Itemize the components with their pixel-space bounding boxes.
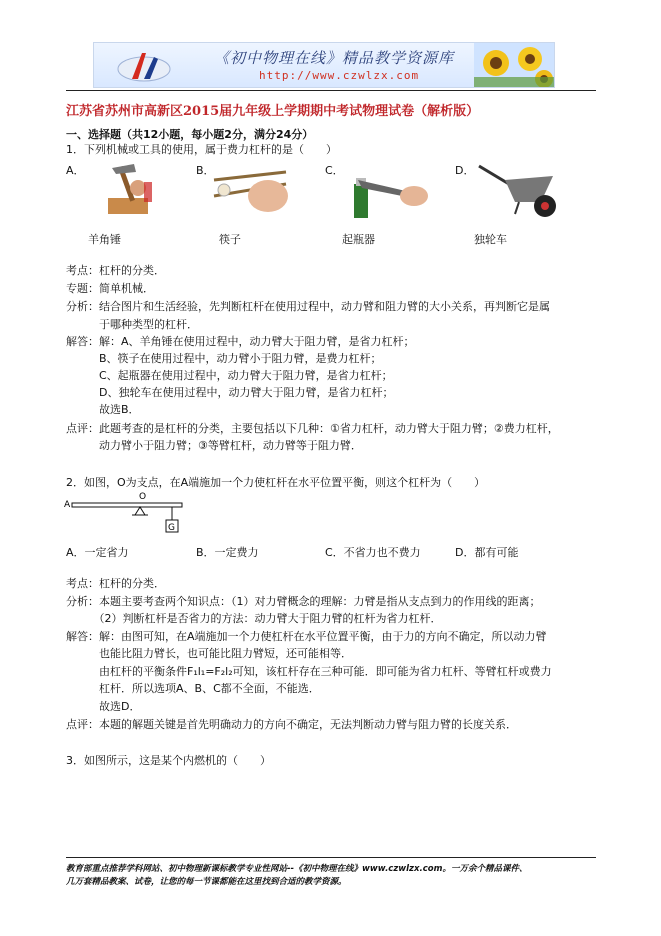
q1-option-d: D． (455, 164, 475, 177)
q1-caption-chopsticks: 筷子 (219, 233, 241, 246)
footer-line: 教育部重点推荐学科网站、初中物理新课标教学专业性网站--《初中物理在线》www.czwlzx.com。一万余个精品课件、 (66, 864, 528, 874)
q1-caption-hammer: 羊角锤 (88, 233, 121, 246)
q1-analysis-line: 分析：结合图片和生活经验，先判断杠杆在使用过程中，动力臂和阻力臂的大小关系，再判断它是属 (66, 300, 550, 313)
q2-analysis-line: 考点：杠杆的分类． (66, 577, 165, 590)
q2-analysis-line: 故选D． (66, 700, 141, 713)
q2-analysis-line: 分析：本题主要考查两个知识点：（1）对力臂概念的理解：力臂是指从支点到力的作用线的距离； (66, 595, 541, 608)
q1-analysis-line: 考点：杠杆的分类． (66, 264, 165, 277)
lever-point-a: A (64, 500, 71, 510)
banner-title: 《初中物理在线》精品教学资源库 (214, 49, 455, 67)
q1-caption-opener: 起瓶器 (342, 233, 375, 246)
lever-point-o: O (139, 492, 147, 502)
q2-stem: 2．如图，O为支点，在A端施加一个力使杠杆在水平位置平衡，则这个杠杆为（ ） (66, 476, 486, 489)
q2-analysis-line: （2）判断杠杆是否省力的方法：动力臂大于阻力臂的杠杆为省力杠杆． (66, 612, 442, 625)
wheelbarrow-image (475, 158, 560, 220)
q1-analysis-line: 点评：此题考查的是杠杆的分类，主要包括以下几种：①省力杠杆，动力臂大于阻力臂；②费力杠杆， (66, 422, 559, 435)
q2-option-a: A．一定省力 (66, 546, 129, 559)
lever-weight-g: G (168, 523, 175, 533)
document-title: 江苏省苏州市高新区2015届九年级上学期期中考试物理试卷（解析版） (66, 104, 480, 119)
bottle-opener-image (340, 160, 430, 220)
q1-stem: 1．下列机械或工具的使用，属于费力杠杆的是（ ） (66, 143, 337, 156)
section-heading: 一、选择题（共12小题，每小题2分，满分24分） (66, 128, 314, 141)
q1-analysis-line: 动力臂小于阻力臂；③等臂杠杆，动力臂等于阻力臂． (66, 439, 362, 452)
q1-caption-wheelbarrow: 独轮车 (474, 233, 507, 246)
header-rule (66, 90, 596, 91)
q1-option-a: A． (66, 164, 85, 177)
q1-analysis-line: 专题：简单机械． (66, 282, 154, 295)
footer-rule (66, 857, 596, 858)
q1-analysis-line: C、起瓶器在使用过程中，动力臂大于阻力臂，是省力杠杆； (66, 369, 393, 382)
site-logo (114, 45, 174, 85)
q2-analysis-line: 解答：解：由图可知，在A端施加一个力使杠杆在水平位置平衡，由于力的方向不确定，所以动力臂 (66, 630, 547, 643)
q2-analysis-line: 点评：本题的解题关键是首先明确动力的方向不确定，无法判断动力臂与阻力臂的长度关系． (66, 718, 517, 731)
header-banner (93, 42, 555, 88)
q1-option-b: B． (196, 164, 215, 177)
q1-analysis-line: B、筷子在使用过程中，动力臂小于阻力臂，是费力杠杆； (66, 352, 382, 365)
q3-stem: 3．如图所示，这是某个内燃机的（ ） (66, 754, 271, 767)
q2-analysis-line: 也能比阻力臂长，也可能比阻力臂短，还可能相等． (66, 647, 352, 660)
q1-analysis-line: 解答：解：A、羊角锤在使用过程中，动力臂大于阻力臂，是省力杠杆； (66, 335, 415, 348)
q1-analysis-line: 故选B． (66, 403, 140, 416)
chopsticks-image (210, 160, 290, 220)
claw-hammer-image (100, 160, 160, 220)
q2-option-c: C．不省力也不费力 (325, 546, 421, 559)
q2-analysis-line: 杠杆．所以选项A、B、C都不全面，不能选． (66, 682, 320, 695)
q2-analysis-line: 由杠杆的平衡条件F₁l₁=F₂l₂可知，该杠杆存在三种可能．即可能为省力杠杆、等臂杠杆或费力 (66, 665, 552, 678)
q2-option-d: D．都有可能 (455, 546, 519, 559)
sunflower-image (474, 43, 554, 87)
banner-url: http://www.czwlzx.com (259, 69, 420, 82)
q1-analysis-line: D、独轮车在使用过程中，动力臂大于阻力臂，是省力杠杆； (66, 386, 394, 399)
q1-analysis-line: 于哪种类型的杠杆． (66, 318, 198, 331)
q2-option-b: B．一定费力 (196, 546, 259, 559)
q1-option-c: C． (325, 164, 344, 177)
footer-text (66, 863, 601, 889)
footer-line: 几万套精品教案、试卷，让您的每一节课都能在这里找到合适的教学资源。 (66, 877, 347, 887)
lever-diagram (62, 490, 192, 542)
